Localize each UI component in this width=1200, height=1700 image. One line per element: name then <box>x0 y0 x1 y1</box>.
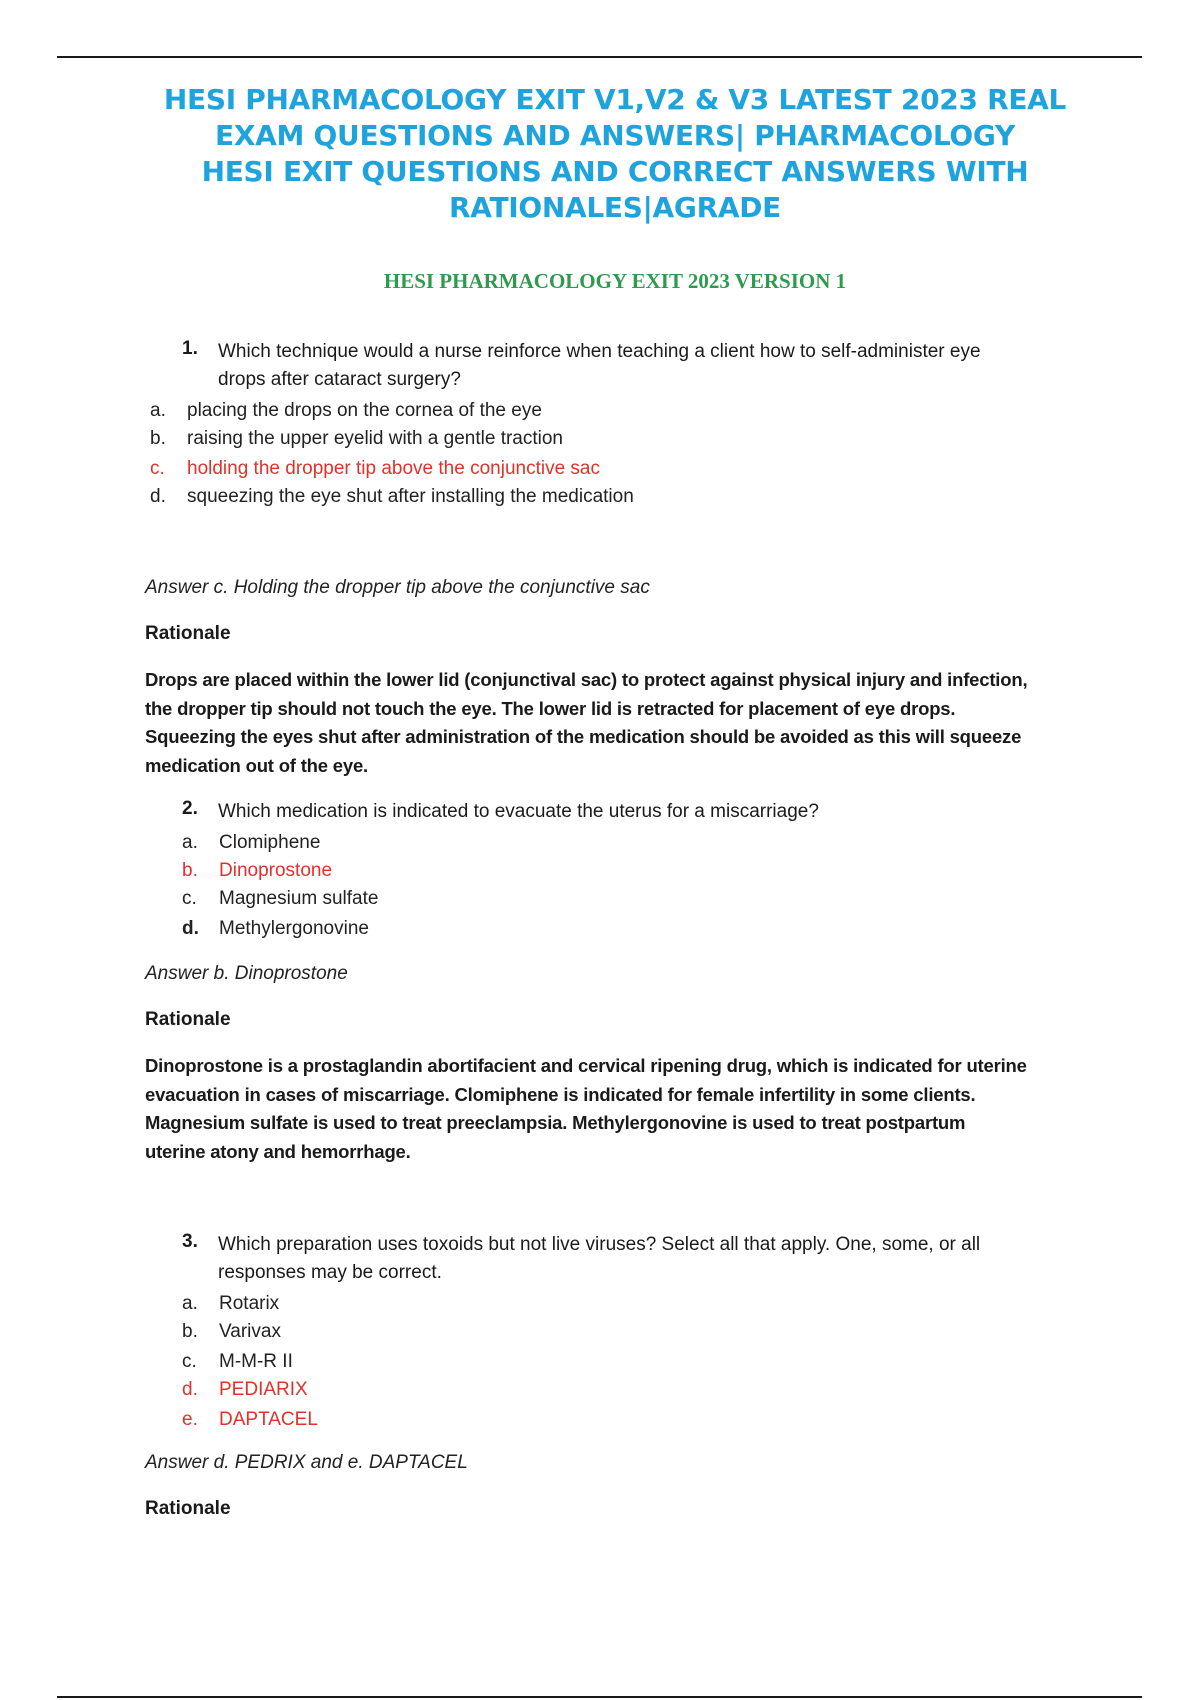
option-letter: a. <box>182 1293 198 1314</box>
option-letter: c. <box>150 458 165 479</box>
option-a <box>182 829 320 857</box>
option-letter: c. <box>182 888 197 909</box>
question-stem <box>218 338 1078 394</box>
stem-line: Which medication is indicated to evacuate the uterus for a miscarriage? <box>218 801 819 822</box>
rationale-line: the dropper tip should not touch the eye. The lower lid is retracted for placement of eye drops. <box>145 697 956 719</box>
option-d-correct <box>182 1376 308 1404</box>
option-b <box>182 1318 281 1346</box>
title-line: HESI PHARMACOLOGY EXIT V1,V2 & V3 LATEST 2023 REAL <box>163 83 1067 116</box>
option-d <box>150 483 634 511</box>
option-letter: b. <box>150 428 166 449</box>
rationale-line: medication out of the eye. <box>145 754 368 776</box>
rationale-line: Dinoprostone is a prostaglandin abortifacient and cervical ripening drug, which is indicated for uterine <box>145 1055 1027 1076</box>
answer-line: Answer b. Dinoprostone <box>145 963 348 984</box>
option-text: Rotarix <box>219 1293 280 1314</box>
question-number: 2. <box>182 798 198 819</box>
option-text: raising the upper eyelid with a gentle traction <box>187 428 564 449</box>
title-line: EXAM QUESTIONS AND ANSWERS| PHARMACOLOGY <box>215 119 1015 152</box>
option-c <box>182 1348 293 1376</box>
rationale-label: Rationale <box>145 1498 231 1519</box>
option-text: placing the drops on the cornea of the eye <box>187 400 542 421</box>
stem-line: Which technique would a nurse reinforce when teaching a client how to self-administer eye <box>218 341 981 362</box>
rationale-line: uterine atony and hemorrhage. <box>145 1140 411 1162</box>
option-text: Varivax <box>219 1321 281 1342</box>
option-letter: d. <box>182 918 199 939</box>
option-letter: b. <box>182 1321 198 1342</box>
option-text: Dinoprostone <box>219 860 333 881</box>
option-text: DAPTACEL <box>219 1409 318 1430</box>
option-letter: c. <box>182 1351 197 1372</box>
rationale-text <box>145 1052 1090 1166</box>
rationale-line: evacuation in cases of miscarriage. Clomiphene is indicated for female infertility in some clients. <box>145 1083 976 1105</box>
option-text: Clomiphene <box>219 832 321 853</box>
question-stem <box>218 1231 1078 1287</box>
title-line: RATIONALES|AGRADE <box>449 191 781 224</box>
rationale-line: Drops are placed within the lower lid (conjunctival sac) to protect against physical injury and infection, <box>145 669 1028 690</box>
option-text: holding the dropper tip above the conjunctive sac <box>187 458 600 479</box>
stem-line: responses may be correct. <box>218 1262 442 1283</box>
document-title <box>160 82 1070 226</box>
option-c-correct <box>150 455 600 483</box>
option-letter: d. <box>182 1379 198 1400</box>
version-heading: HESI PHARMACOLOGY EXIT 2023 VERSION 1 <box>383 269 847 293</box>
question-number: 3. <box>182 1231 198 1252</box>
rationale-text <box>145 666 1090 780</box>
option-b <box>150 425 563 453</box>
option-letter: a. <box>182 832 198 853</box>
answer-line: Answer c. Holding the dropper tip above the conjunctive sac <box>145 577 650 598</box>
option-e-correct <box>182 1406 318 1434</box>
option-letter: b. <box>182 860 198 881</box>
option-text: squeezing the eye shut after installing the medication <box>187 486 634 507</box>
rationale-line: Squeezing the eyes shut after administration of the medication should be avoided as this will squeeze <box>145 726 1022 747</box>
option-a <box>182 1290 279 1318</box>
option-a <box>150 397 542 425</box>
title-line: HESI EXIT QUESTIONS AND CORRECT ANSWERS WITH <box>201 155 1029 188</box>
stem-line: Which preparation uses toxoids but not live viruses? Select all that apply. One, some, or all <box>218 1234 981 1255</box>
option-letter: d. <box>150 486 166 507</box>
option-text: M-M-R II <box>219 1351 293 1372</box>
option-letter: a. <box>150 400 166 421</box>
option-b-correct <box>182 857 332 885</box>
rationale-line: Magnesium sulfate is used to treat preeclampsia. Methylergonovine is used to treat postpartum <box>145 1112 966 1133</box>
question-number: 1. <box>182 338 198 359</box>
question-stem <box>218 798 1078 826</box>
option-d <box>182 915 369 943</box>
stem-line: drops after cataract surgery? <box>218 369 461 390</box>
option-text: Methylergonovine <box>219 918 369 939</box>
rationale-label: Rationale <box>145 1009 231 1030</box>
option-text: Magnesium sulfate <box>219 888 379 909</box>
rationale-label: Rationale <box>145 623 231 644</box>
bottom-rule <box>57 1696 1142 1698</box>
option-c <box>182 885 378 913</box>
option-letter: e. <box>182 1409 198 1430</box>
option-text: PEDIARIX <box>219 1379 308 1400</box>
answer-line: Answer d. PEDRIX and e. DAPTACEL <box>145 1452 468 1473</box>
top-rule <box>57 56 1142 58</box>
